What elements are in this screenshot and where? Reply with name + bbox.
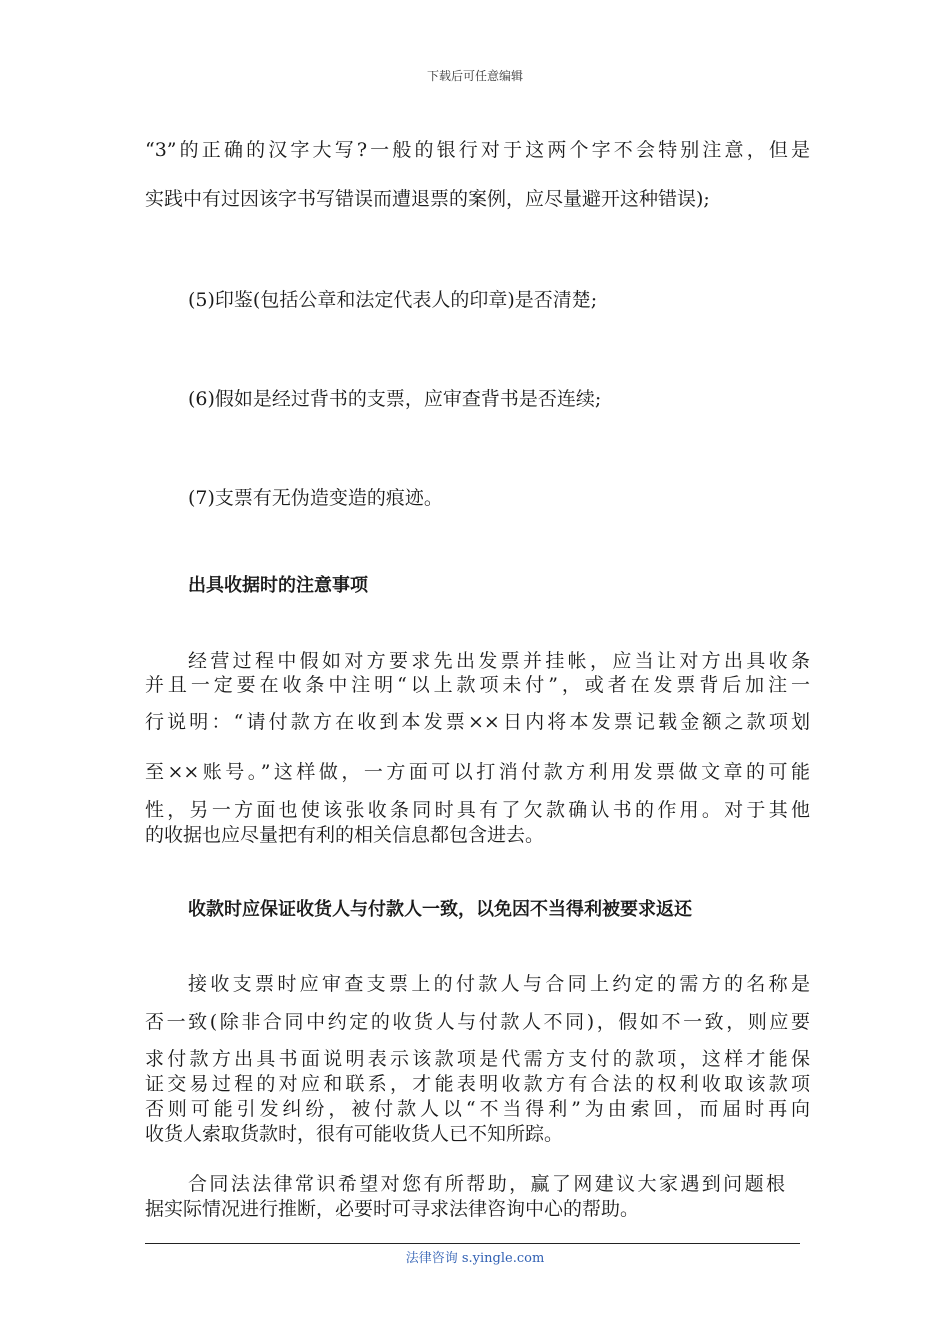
paragraph-line: 合同法法律常识希望对您有所帮助，赢了网建议大家遇到问题根	[188, 1173, 785, 1195]
list-item-6: (6)假如是经过背书的支票，应审查背书是否连续;	[188, 388, 602, 410]
paragraph-line: 性，另一方面也使该张收条同时具有了欠款确认书的作用。对于其他	[145, 799, 810, 821]
paragraph-line: “3”的正确的汉字大写?一般的银行对于这两个字不会特别注意，但是	[145, 139, 810, 161]
footer-link[interactable]: 法律咨询 s.yingle.com	[405, 1251, 545, 1266]
paragraph-line: 否一致(除非合同中约定的收货人与付款人不同)，假如不一致，则应要	[145, 1011, 810, 1033]
header-note: 下载后可任意编辑	[426, 69, 523, 83]
paragraph-line: 收货人索取货款时，很有可能收货人已不知所踪。	[145, 1123, 564, 1145]
paragraph-line: 求付款方出具书面说明表示该款项是代需方支付的款项，这样才能保	[145, 1048, 810, 1070]
footer-divider	[145, 1243, 800, 1244]
list-item-5: (5)印鉴(包括公章和法定代表人的印章)是否清楚;	[188, 289, 598, 311]
paragraph-line: 经营过程中假如对方要求先出发票并挂帐，应当让对方出具收条	[188, 650, 810, 672]
paragraph-line: 的收据也应尽量把有利的相关信息都包含进去。	[145, 824, 545, 846]
paragraph-line: 据实际情况进行推断，必要时可寻求法律咨询中心的帮助。	[145, 1198, 640, 1220]
list-item-7: (7)支票有无伪造变造的痕迹。	[188, 487, 443, 509]
paragraph-line: 行说明：“请付款方在收到本发票××日内将本发票记载金额之款项划	[145, 711, 810, 733]
paragraph-line: 证交易过程的对应和联系，才能表明收款方有合法的权利收取该款项	[145, 1073, 810, 1095]
paragraph-line: 并且一定要在收条中注明“以上款项未付”，或者在发票背后加注一	[145, 674, 810, 696]
paragraph-line: 实践中有过因该字书写错误而遭退票的案例，应尽量避开这种错误);	[145, 188, 710, 210]
paragraph-line: 至××账号。”这样做，一方面可以打消付款方利用发票做文章的可能	[145, 761, 810, 783]
paragraph-line: 接收支票时应审查支票上的付款人与合同上约定的需方的名称是	[188, 973, 810, 995]
section-heading: 出具收据时的注意事项	[188, 575, 368, 596]
section-heading: 收款时应保证收货人与付款人一致，以免因不当得利被要求返还	[188, 899, 692, 920]
paragraph-line: 否则可能引发纠纷，被付款人以“不当得利”为由索回，而届时再向	[145, 1098, 810, 1120]
